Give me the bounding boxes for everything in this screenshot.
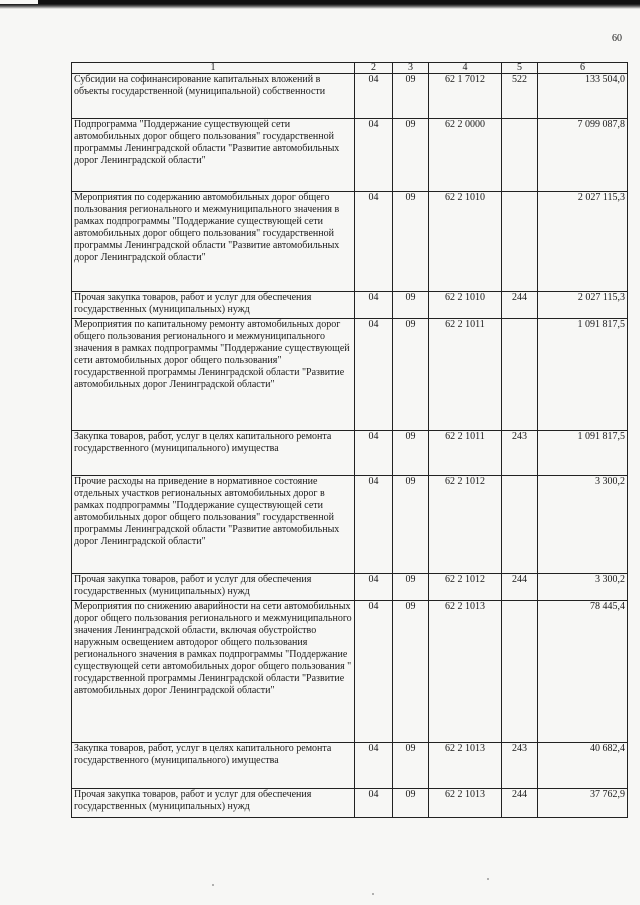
row-section: 04 — [355, 431, 393, 476]
row-amount: 1 091 817,5 — [538, 319, 628, 431]
row-name: Прочая закупка товаров, работ и услуг для обеспечения государственных (муниципальных) нужд — [72, 292, 355, 319]
row-amount: 40 682,4 — [538, 743, 628, 789]
row-target-article: 62 2 1011 — [429, 431, 502, 476]
row-target-article: 62 2 1013 — [429, 789, 502, 818]
row-target-article: 62 2 1013 — [429, 743, 502, 789]
row-name: Мероприятия по содержанию автомобильных дорог общего пользования регионального и межмуниципального значения в рамках подпрограммы "Поддержание существующей сети автомобильных дорог общего пользования" государственной программы Ленинградской области "Развитие автомобильных дорог Ленинградской области" — [72, 192, 355, 292]
table-row — [72, 789, 628, 818]
row-name: Закупка товаров, работ, услуг в целях капитального ремонта государственного (муниципального) имущества — [72, 431, 355, 476]
table-row — [72, 319, 628, 431]
header-col-2: 2 — [355, 63, 393, 74]
row-section: 04 — [355, 319, 393, 431]
header-col-4: 4 — [429, 63, 502, 74]
header-col-6: 6 — [538, 63, 628, 74]
header-col-3: 3 — [393, 63, 429, 74]
row-expense-type — [502, 319, 538, 431]
scan-speck — [212, 884, 214, 886]
row-name: Прочие расходы на приведение в нормативное состояние отдельных участков региональных автомобильных дорог в рамках подпрограммы "Поддержание существующей сети автомобильных дорог общего пользования" государственной программы Ленинградской области "Развитие автомобильных дорог Ленинградской области" — [72, 476, 355, 574]
row-amount: 1 091 817,5 — [538, 431, 628, 476]
scan-speck — [487, 878, 489, 880]
row-section: 04 — [355, 789, 393, 818]
row-section: 04 — [355, 601, 393, 743]
header-col-1: 1 — [72, 63, 355, 74]
row-target-article: 62 1 7012 — [429, 74, 502, 119]
row-section: 04 — [355, 292, 393, 319]
table-row — [72, 292, 628, 319]
table-row — [72, 431, 628, 476]
table-row — [72, 74, 628, 119]
row-target-article: 62 2 1010 — [429, 292, 502, 319]
row-section: 04 — [355, 574, 393, 601]
table-row — [72, 476, 628, 574]
row-subsection: 09 — [393, 119, 429, 192]
table-row — [72, 119, 628, 192]
row-target-article: 62 2 1012 — [429, 574, 502, 601]
row-expense-type: 243 — [502, 743, 538, 789]
row-target-article: 62 2 0000 — [429, 119, 502, 192]
row-expense-type: 243 — [502, 431, 538, 476]
row-subsection: 09 — [393, 789, 429, 818]
row-expense-type — [502, 601, 538, 743]
row-subsection: 09 — [393, 601, 429, 743]
row-expense-type: 522 — [502, 74, 538, 119]
row-expense-type: 244 — [502, 292, 538, 319]
row-target-article: 62 2 1010 — [429, 192, 502, 292]
row-section: 04 — [355, 74, 393, 119]
row-subsection: 09 — [393, 192, 429, 292]
table-row — [72, 574, 628, 601]
row-target-article: 62 2 1012 — [429, 476, 502, 574]
row-subsection: 09 — [393, 74, 429, 119]
budget-table — [71, 62, 628, 818]
table-row — [72, 192, 628, 292]
row-section: 04 — [355, 119, 393, 192]
page-number: 60 — [612, 33, 622, 44]
row-amount: 2 027 115,3 — [538, 192, 628, 292]
row-expense-type — [502, 476, 538, 574]
row-amount: 2 027 115,3 — [538, 292, 628, 319]
row-section: 04 — [355, 476, 393, 574]
row-expense-type — [502, 119, 538, 192]
row-name: Прочая закупка товаров, работ и услуг для обеспечения государственных (муниципальных) нужд — [72, 574, 355, 601]
row-expense-type — [502, 192, 538, 292]
table-row — [72, 743, 628, 789]
row-subsection: 09 — [393, 743, 429, 789]
row-subsection: 09 — [393, 431, 429, 476]
row-subsection: 09 — [393, 319, 429, 431]
row-name: Закупка товаров, работ, услуг в целях капитального ремонта государственного (муниципального) имущества — [72, 743, 355, 789]
row-amount: 7 099 087,8 — [538, 119, 628, 192]
row-amount: 133 504,0 — [538, 74, 628, 119]
row-amount: 3 300,2 — [538, 574, 628, 601]
row-name: Прочая закупка товаров, работ и услуг для обеспечения государственных (муниципальных) нужд — [72, 789, 355, 818]
row-expense-type: 244 — [502, 574, 538, 601]
row-amount: 37 762,9 — [538, 789, 628, 818]
row-name: Мероприятия по снижению аварийности на сети автомобильных дорог общего пользования регионального и межмуниципального значения Ленинградской области, включая обустройство наружным освещением автодорог общего пользования регионального значения в рамках подпрограммы "Поддержание существующей сети автомобильных дорог общего пользования " государственной программы Ленинградской области "Развитие автомобильных дорог Ленинградской области" — [72, 601, 355, 743]
scan-speck — [372, 893, 374, 895]
row-target-article: 62 2 1013 — [429, 601, 502, 743]
header-col-5: 5 — [502, 63, 538, 74]
scan-edge-artifact — [0, 0, 640, 9]
row-name: Мероприятия по капитальному ремонту автомобильных дорог общего пользования регионального и межмуниципального значения в рамках подпрограммы "Поддержание существующей сети автомобильных дорог общего пользования" государственной программы Ленинградской области "Развитие автомобильных дорог Ленинградской области" — [72, 319, 355, 431]
row-amount: 78 445,4 — [538, 601, 628, 743]
row-amount: 3 300,2 — [538, 476, 628, 574]
row-subsection: 09 — [393, 476, 429, 574]
row-subsection: 09 — [393, 292, 429, 319]
row-expense-type: 244 — [502, 789, 538, 818]
header-row — [72, 63, 628, 74]
row-subsection: 09 — [393, 574, 429, 601]
row-name: Подпрограмма "Поддержание существующей сети автомобильных дорог общего пользования" государственной программы Ленинградской области "Развитие автомобильных дорог Ленинградской области" — [72, 119, 355, 192]
row-section: 04 — [355, 192, 393, 292]
row-section: 04 — [355, 743, 393, 789]
table-row — [72, 601, 628, 743]
row-name: Субсидии на софинансирование капитальных вложений в объекты государственной (муниципальной) собственности — [72, 74, 355, 119]
row-target-article: 62 2 1011 — [429, 319, 502, 431]
